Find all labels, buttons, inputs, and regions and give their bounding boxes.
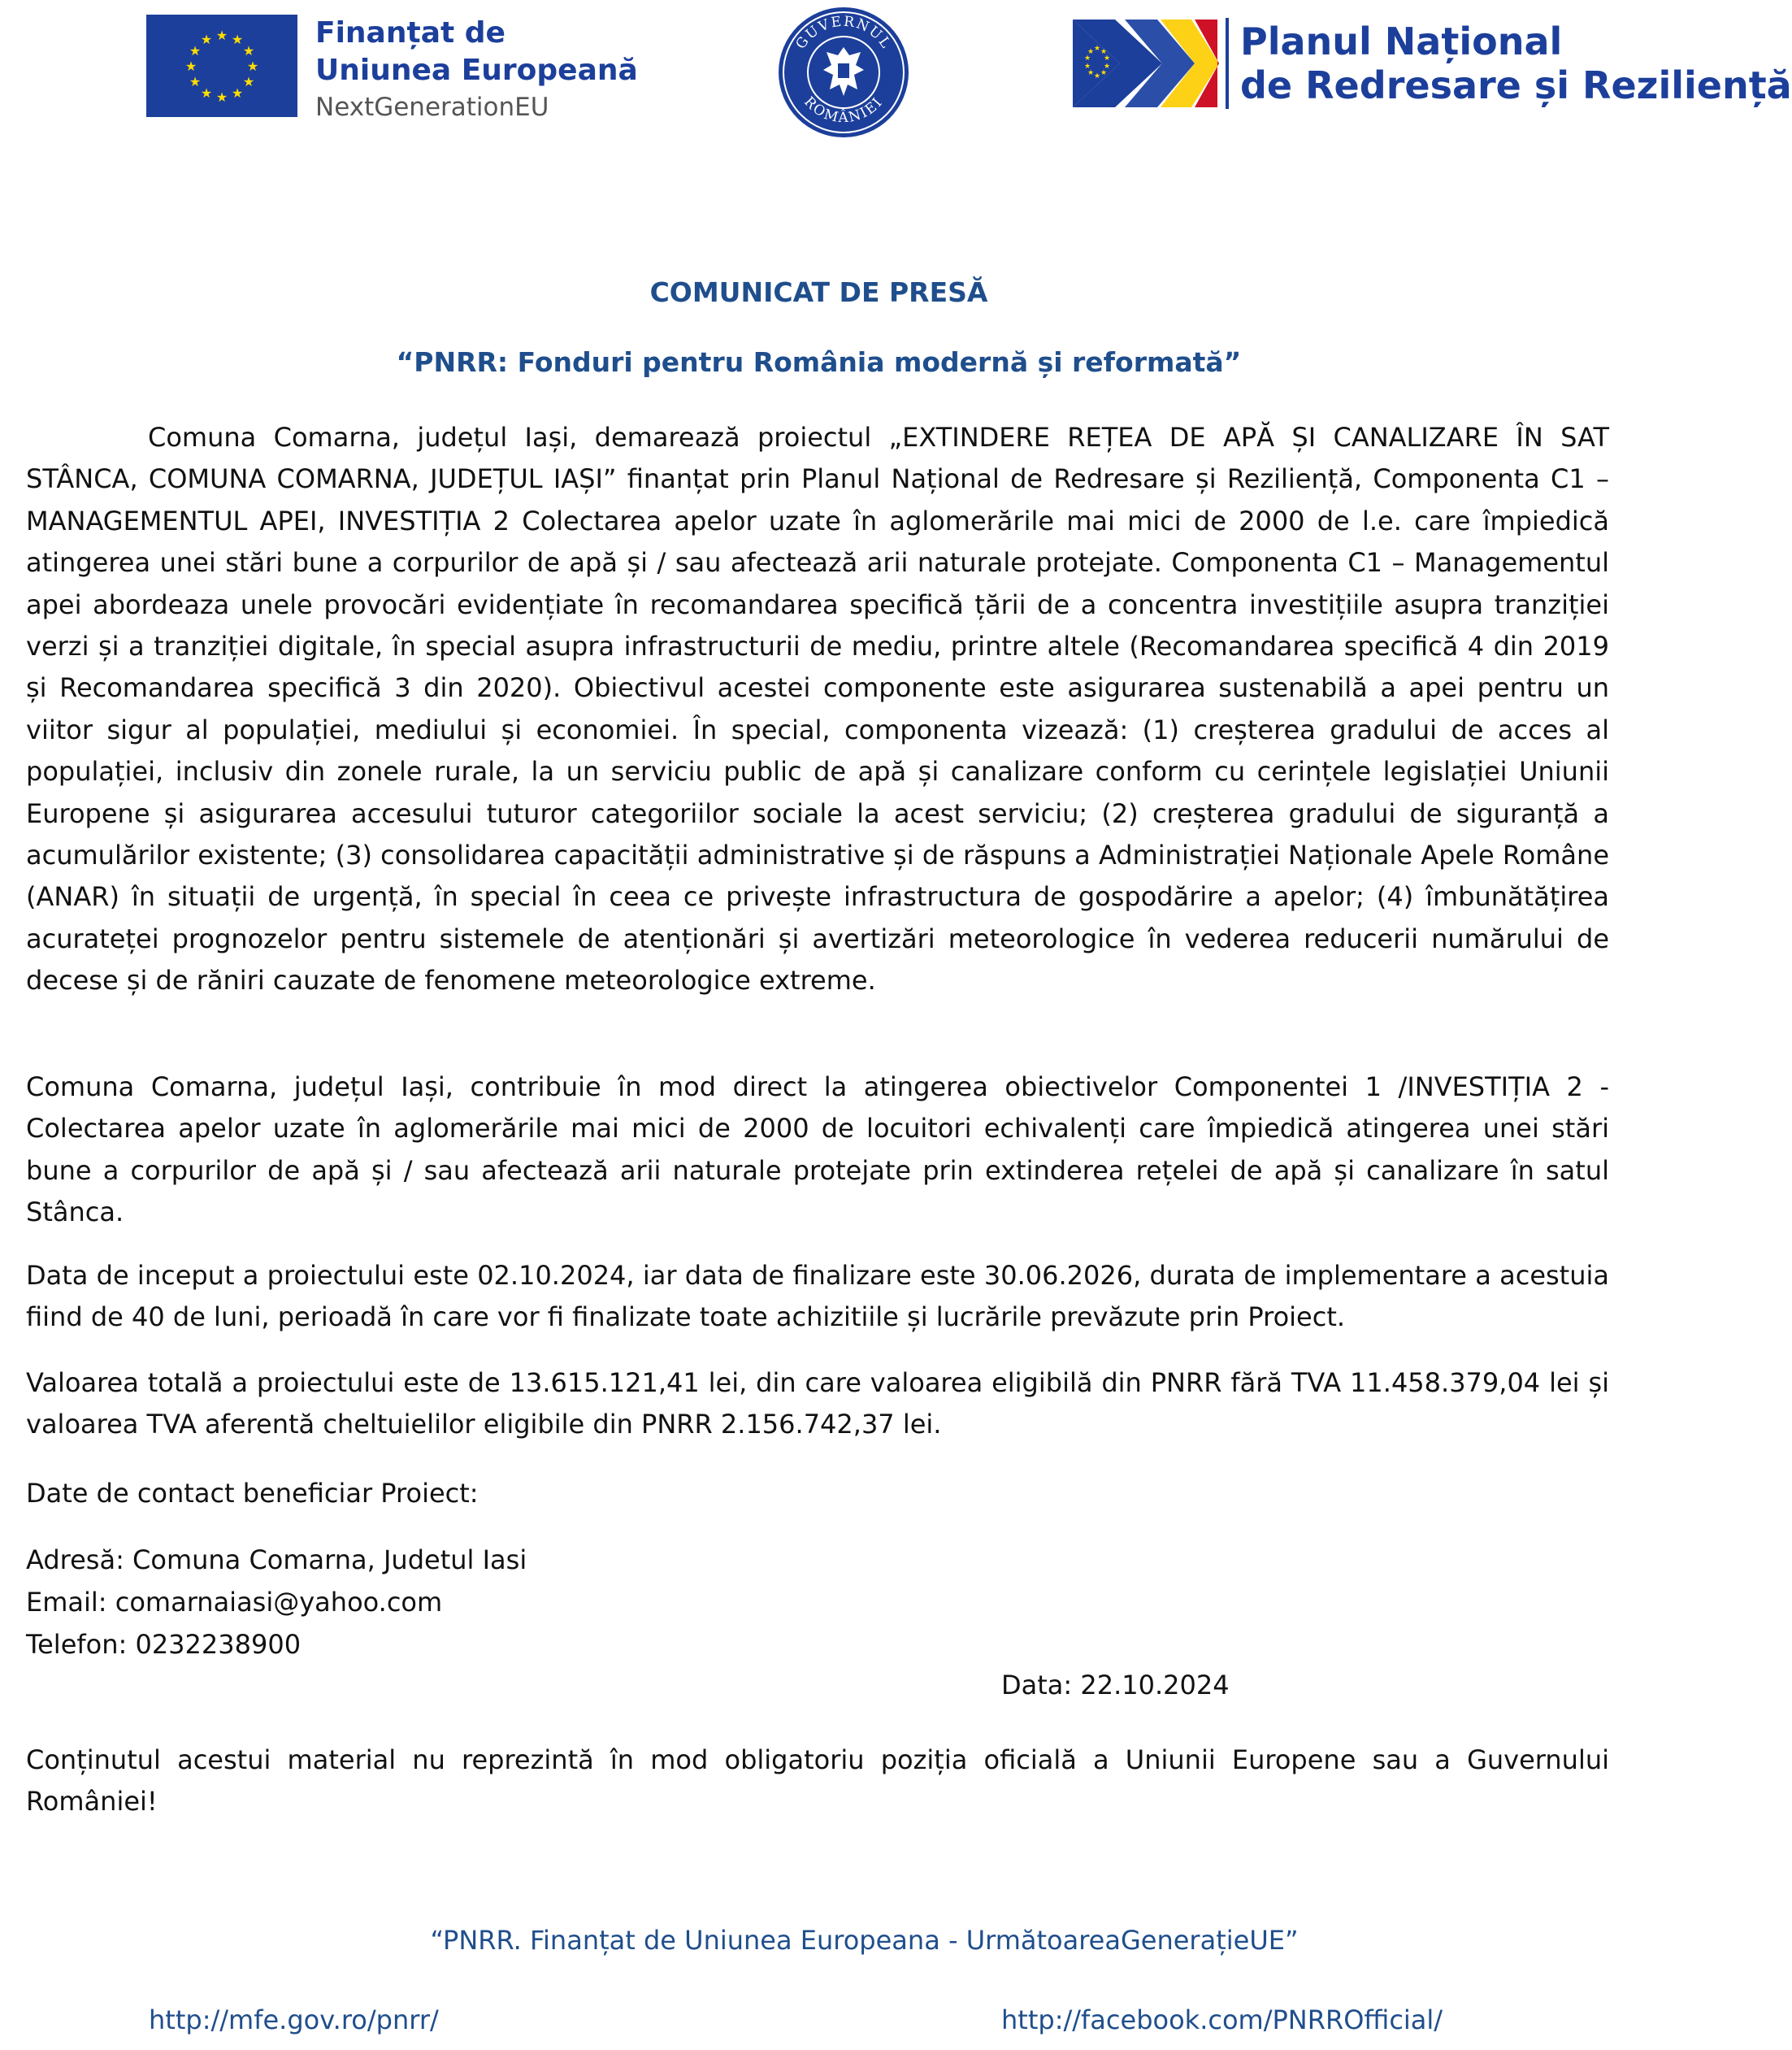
pnrr-logo-line1: Planul Național — [1240, 20, 1563, 63]
seal-text-bottom: ROMÂNIEI — [801, 93, 887, 127]
eu-logo-text — [315, 15, 638, 125]
eu-flag-icon — [146, 15, 297, 117]
contact-phone: Telefon: 0232238900 — [26, 1629, 302, 1660]
svg-text:★: ★ — [1093, 72, 1101, 80]
svg-text:★: ★ — [1103, 63, 1111, 71]
svg-text:★: ★ — [184, 59, 197, 74]
romanian-government-seal-icon — [776, 5, 911, 140]
svg-text:★: ★ — [200, 32, 213, 47]
eu-logo-line1: Finanțat de — [315, 16, 505, 50]
svg-text:★: ★ — [1083, 63, 1091, 71]
eu-funding-logo — [146, 15, 638, 125]
contact-heading: Date de contact beneficiar Proiect: — [26, 1478, 479, 1509]
disclaimer: Conținutul acestui material nu reprezintă în mod obligatoriu poziția oficială a Uniunii Europene sau a Guvernului României! — [26, 1744, 1609, 1818]
facebook-link[interactable]: http://facebook.com/PNRROfficial/ — [1001, 2004, 1443, 2035]
eu-logo-line2: Uniunea Europeană — [315, 54, 638, 87]
svg-text:★: ★ — [215, 89, 228, 105]
svg-text:★: ★ — [242, 74, 255, 89]
svg-text:★: ★ — [242, 43, 255, 59]
paragraph-timeline: Data de inceput a proiectului este 02.10.2024, iar data de finalizare este 30.06.2026, durata de implementare a acestuia fiind de 40 de luni, perioadă în care vor fi finalizate toate achizitiile și lucrările prevăzute prin Proiect. — [26, 1260, 1609, 1333]
svg-text:★: ★ — [1093, 45, 1101, 53]
eu-logo-line3: NextGenerationEU — [315, 93, 549, 122]
svg-text:★: ★ — [1100, 48, 1108, 56]
document-subtitle: “PNRR: Fonduri pentru România modernă și reformată” — [396, 346, 1242, 378]
svg-text:★: ★ — [1087, 69, 1095, 77]
paragraph-budget: Valoarea totală a proiectului este de 13.615.121,41 lei, din care valoarea eligibilă din PNRR fără TVA 11.458.379,04 lei și valoarea TVA aferentă cheltuielilor eligibile din PNRR 2.156.742,37 lei. — [26, 1367, 1609, 1440]
header-logos — [0, 0, 1792, 130]
contact-email: Email: comarnaiasi@yahoo.com — [26, 1587, 443, 1618]
document-date: Data: 22.10.2024 — [1001, 1670, 1230, 1700]
svg-text:★: ★ — [1100, 69, 1108, 77]
paragraph-contribution: Comuna Comarna, județul Iași, contribuie în mod direct la atingerea obiectivelor Componentei 1 /INVESTIȚIA 2 - Colectarea apelor uzate în aglomerările mai mici de 2000 de locuitori echivalenți care împiedică atingerea unei stări bune a corpurilor de apă și / sau afectează arii naturale protejate prin extinderea rețelei de apă și canalizare în satul Stânca. — [26, 1071, 1609, 1228]
pnrr-arrow-icon — [1073, 18, 1234, 109]
pnrr-logo — [1073, 18, 1792, 109]
pnrr-logo-text — [1240, 20, 1792, 107]
svg-text:★: ★ — [1087, 48, 1095, 56]
svg-text:★: ★ — [215, 28, 228, 43]
svg-text:★: ★ — [189, 43, 202, 59]
svg-text:★: ★ — [1083, 54, 1091, 63]
seal-text-top: GUVERNUL — [792, 13, 895, 53]
mfe-link[interactable]: http://mfe.gov.ro/pnrr/ — [149, 2004, 439, 2035]
footer-slogan-text: “PNRR. Finanțat de Uniunea Europeana - UrmătoareaGenerațieUE” — [430, 1925, 1299, 1956]
contact-address: Adresă: Comuna Comarna, Judetul Iasi — [26, 1544, 527, 1575]
svg-text:★: ★ — [189, 74, 202, 89]
svg-text:★: ★ — [231, 85, 244, 101]
paragraph-project-intro: Comuna Comarna, județul Iași, demarează proiectul „EXTINDERE REȚEA DE APĂ ȘI CANALIZARE ÎN SAT STÂNCA, COMUNA COMARNA, JUDEȚUL IAȘI” finanțat prin Planul Național de Redresare și Reziliență, Componenta C1 – MANAGEMENTUL APEI, INVESTIȚIA 2 Colectarea apelor uzate în aglomerările mai mici de 2000 de l.e. care împiedică atingerea unei stări bune a corpurilor de apă și / sau afectează arii naturale protejate. Componenta C1 – Managementul apei abordeaza unele provocări evidențiate în recomandarea specifică țării de a concentra investițiile asupra tranziției verzi și a tranziției digitale, în special asupra infrastructurii de mediu, printre altele (Recomandarea specifică 4 din 2019 și Recomandarea specifică 3 din 2020). Obiectivul acestei componente este asigurarea sustenabilă a apei pentru un viitor sigur al populației, mediului și economiei. În special, componenta vizează: (1) creșterea gradului de acces al populației, inclusiv din zonele rurale, la un serviciu public de apă și canalizare conform cu cerințele legislației Uniunii Europene și asigurarea accesului tuturor categoriilor sociale la acest serviciu; (2) creșterea gradului de siguranță a acumulărilor existente; (3) consolidarea capacității administrative și de răspuns a Administrației Naționale Apele Române (ANAR) în situații de urgență, în special în ceea ce privește infrastructura de gospodărire a apelor; (4) îmbunătățirea acurateței prognozelor pentru sistemele de atenționări și avertizări meteorologice în vederea reducerii numărului de decese și de răniri cauzate de fenomene meteorologice extreme. — [26, 422, 1609, 997]
document-title: COMUNICAT DE PRESĂ — [649, 276, 988, 308]
svg-text:★: ★ — [200, 85, 213, 101]
footer-slogan — [0, 1925, 1729, 1956]
svg-text:★: ★ — [231, 32, 244, 47]
svg-text:★: ★ — [246, 59, 259, 74]
svg-text:★: ★ — [1103, 54, 1111, 63]
pnrr-logo-line2: de Redresare și Reziliență — [1240, 63, 1792, 107]
